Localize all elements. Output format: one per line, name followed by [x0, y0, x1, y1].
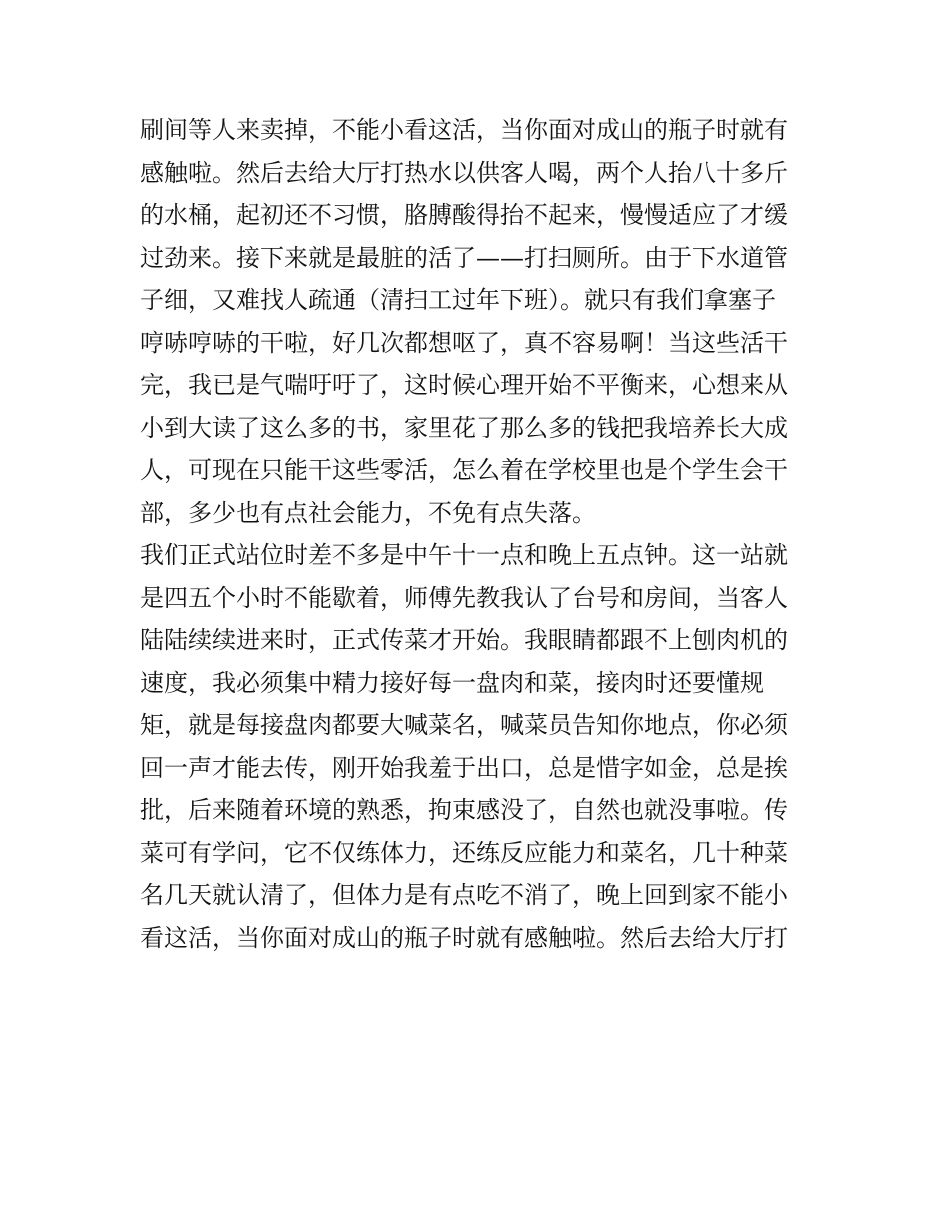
text-line: 部，多少也有点社会能力，不免有点失落。 [140, 498, 596, 527]
text-line: 子细，又难找人疏通（清扫工过年下班）。就只有我们拿塞子 [140, 286, 776, 314]
text-line: 我们正式站位时差不多是中午十一点和晚上五点钟。这一站就 [140, 541, 788, 569]
text-line: 完，我已是气喘吁吁了，这时候心理开始不平衡来，心想来从 [140, 371, 788, 399]
document-body [140, 109, 820, 959]
text-line: 陆陆续续进来时，正式传菜才开始。我眼睛都跟不上刨肉机的 [140, 626, 788, 654]
text-line: 感触啦。然后去给大厅打热水以供客人喝，两个人抬八十多斤 [140, 158, 788, 187]
text-line: 回一声才能去传，刚开始我羞于出口，总是惜字如金，总是挨 [140, 753, 788, 782]
text-line: 的水桶，起初还不习惯，胳膊酸得抬不起来，慢慢适应了才缓 [140, 201, 788, 229]
text-line: 刷间等人来卖掉，不能小看这活，当你面对成山的瓶子时就有 [140, 116, 788, 144]
text-line: 速度，我必须集中精力接好每一盘肉和菜，接肉时还要懂规 [140, 668, 764, 697]
text-line: 批，后来随着环境的熟悉，拘束感没了，自然也就没事啦。传 [140, 796, 788, 824]
text-line: 人，可现在只能干这些零活，怎么着在学校里也是个学生会干 [140, 456, 788, 484]
text-line: 过劲来。接下来就是最脏的活了——打扫厕所。由于下水道管 [140, 243, 788, 272]
text-line: 哼哧哼哧的干啦，好几次都想呕了，真不容易啊！当这些活干 [140, 328, 788, 357]
text-line: 菜可有学问，它不仅练体力，还练反应能力和菜名，几十种菜 [140, 838, 788, 867]
text-line: 看这活，当你面对成山的瓶子时就有感触啦。然后去给大厅打 [140, 923, 788, 952]
text-line: 矩，就是每接盘肉都要大喊菜名，喊菜员告知你地点，你必须 [140, 711, 788, 739]
text-line: 小到大读了这么多的书，家里花了那么多的钱把我培养长大成 [140, 413, 788, 442]
text-line: 是四五个小时不能歇着，师傅先教我认了台号和房间，当客人 [140, 583, 788, 612]
text-line: 名几天就认清了，但体力是有点吃不消了，晚上回到家不能小 [140, 881, 788, 909]
